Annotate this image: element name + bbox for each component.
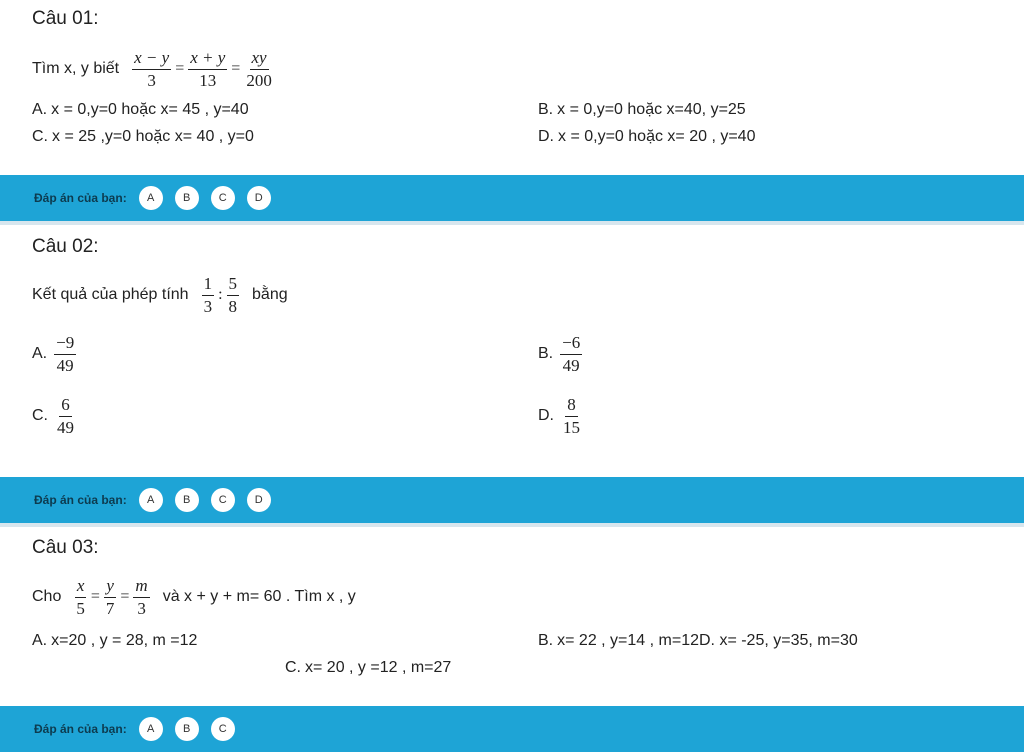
option-text: x= 22 , y=14 , m=12D. x= -25, y=35, m=30 [557,632,858,649]
question-2-stem-suffix: bằng [252,286,288,303]
option-label: A. [32,345,48,363]
numerator: −6 [560,334,582,355]
question-3-option-b [538,632,858,650]
fraction [133,577,149,618]
question-2-stem [32,272,288,318]
answer-choice-d[interactable]: D [247,186,271,210]
question-3-stem-suffix: và x + y + m= 60 . Tìm x , y [162,588,356,605]
answer-choice-c[interactable]: C [211,488,235,512]
option-text: x= 20 , y =12 , m=27 [305,659,452,676]
fraction [188,49,227,90]
option-label: B. [538,632,554,649]
answer-choice-c[interactable]: C [211,717,235,741]
option-label: C. [32,128,48,145]
question-1-stem [32,46,277,92]
denominator: 5 [76,598,85,618]
numerator: 6 [59,396,72,417]
question-1-stem-text: Tìm x, y biết [32,60,120,77]
option-text: x = 0,y=0 hoặc x=40, y=25 [557,101,746,118]
numerator: −9 [54,334,76,355]
fraction [132,49,171,90]
question-2-option-d [538,396,585,437]
option-text: x = 0,y=0 hoặc x= 20 , y=40 [558,128,756,145]
question-2-option-c [32,396,79,437]
question-2-stem-text: Kết quả của phép tính [32,286,189,303]
denominator: 49 [562,355,580,375]
option-label: D. [538,128,554,145]
question-2-answer-bar [0,477,1024,523]
question-1-option-d [538,128,755,146]
denominator: 3 [137,598,146,618]
option-text: x = 25 ,y=0 hoặc x= 40 , y=0 [52,128,254,145]
numerator: x + y [188,49,227,70]
numerator: 1 [202,275,215,296]
numerator: x [75,577,87,598]
numerator: 5 [227,275,240,296]
answer-choice-b[interactable]: B [175,488,199,512]
option-label: A. [32,632,48,649]
option-fraction [54,334,76,375]
question-1-option-b [538,101,746,119]
fraction [227,275,240,316]
question-3-answer-bar [0,706,1024,752]
question-3-option-c [285,659,451,677]
equals-sign: = [231,60,241,77]
question-3-stem-text: Cho [32,588,62,605]
option-label: A. [32,101,48,118]
denominator: 13 [199,70,217,90]
numerator: xy [250,49,269,70]
question-3-title: Câu 03: [32,537,99,558]
equals-sign: = [90,588,100,605]
numerator: 8 [565,396,578,417]
numerator: x − y [132,49,171,70]
denominator: 49 [56,355,74,375]
answer-choice-b[interactable]: B [175,186,199,210]
numerator: y [104,577,116,598]
option-fraction [560,334,582,375]
option-label: C. [32,407,48,425]
denominator: 3 [203,296,213,316]
option-label: C. [285,659,301,676]
denominator: 49 [57,417,74,437]
division-sign: : [218,286,223,303]
answer-choice-a[interactable]: A [139,717,163,741]
answer-label: Đáp án của bạn: [34,493,127,507]
question-3-option-a [32,632,197,650]
divider [0,523,1024,527]
answer-label: Đáp án của bạn: [34,722,127,736]
fraction [74,577,87,618]
fraction [202,275,215,316]
divider [0,221,1024,225]
question-3-stem [32,574,356,620]
option-label: D. [538,407,554,425]
question-2-option-a [32,334,79,375]
question-2-option-b [538,334,585,375]
question-1-title: Câu 01: [32,8,99,29]
denominator: 200 [246,70,272,90]
answer-choice-b[interactable]: B [175,717,199,741]
denominator: 15 [563,417,580,437]
option-fraction [55,396,76,437]
numerator: m [133,577,149,598]
denominator: 7 [105,598,115,618]
equals-sign: = [120,588,130,605]
equals-sign: = [175,60,185,77]
question-1-option-a [32,101,249,119]
answer-choice-c[interactable]: C [211,186,235,210]
denominator: 8 [228,296,238,316]
option-text: x=20 , y = 28, m =12 [51,632,198,649]
question-1-answer-bar [0,175,1024,221]
question-2-title: Câu 02: [32,236,99,257]
answer-label: Đáp án của bạn: [34,191,127,205]
fraction [104,577,117,618]
denominator: 3 [147,70,156,90]
fraction [244,49,274,90]
option-text: x = 0,y=0 hoặc x= 45 , y=40 [51,101,249,118]
option-fraction [561,396,582,437]
question-1-option-c [32,128,254,146]
option-label: B. [538,345,554,363]
answer-choice-d[interactable]: D [247,488,271,512]
answer-choice-a[interactable]: A [139,488,163,512]
answer-choice-a[interactable]: A [139,186,163,210]
option-label: B. [538,101,554,118]
